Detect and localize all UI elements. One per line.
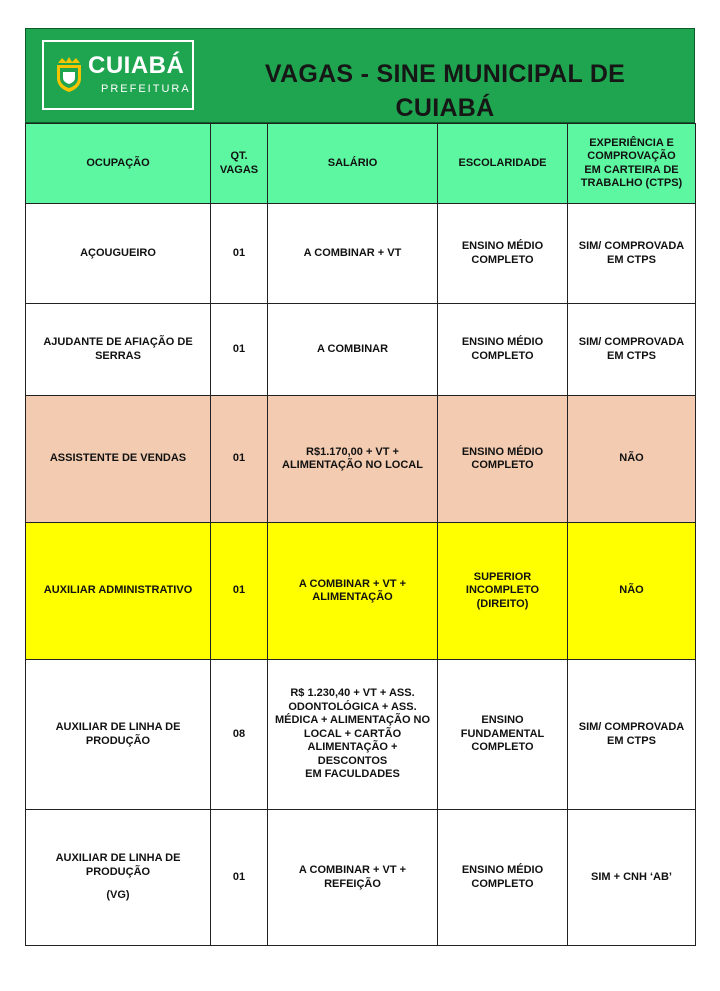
cell-ocupacao — [26, 396, 211, 523]
cell-experiencia — [568, 396, 696, 523]
cell-line: ALIMENTAÇÃO — [312, 591, 393, 603]
cell-escolaridade — [438, 810, 568, 946]
cell-line: COMPLETO — [471, 349, 534, 362]
cell-line: AÇOUGUEIRO — [80, 246, 156, 259]
cell-line: EM CTPS — [607, 253, 656, 266]
job-table — [25, 123, 696, 946]
column-header-line: TRABALHO (CTPS) — [580, 177, 683, 189]
cell-salario — [268, 523, 438, 660]
table-row — [26, 810, 696, 946]
column-header-line: EXPERIÊNCIA E — [589, 136, 674, 149]
cell-qt-vagas: 01 — [211, 396, 268, 523]
cell-experiencia — [568, 204, 696, 304]
cell-escolaridade — [438, 204, 568, 304]
cell-ocupacao — [26, 204, 211, 304]
cell-experiencia — [568, 810, 696, 946]
cell-ocupacao — [26, 523, 211, 660]
column-header-line: EM CARTEIRA DE — [584, 163, 679, 176]
cell-line: COMPLETO — [471, 459, 534, 471]
cell-line: A COMBINAR — [316, 342, 389, 355]
cell-line: A COMBINAR + VT + — [298, 577, 407, 590]
cuiaba-logo — [42, 40, 194, 110]
cell-line: COMPLETO — [471, 253, 534, 266]
cell-qt-vagas: 08 — [211, 660, 268, 810]
cell-line: SIM/ COMPROVADA — [578, 240, 685, 252]
cell-line: ENSINO MÉDIO — [461, 445, 544, 458]
cell-salario — [268, 660, 438, 810]
cell-line: NÃO — [619, 584, 644, 597]
cell-experiencia — [568, 304, 696, 396]
cell-ocupacao — [26, 304, 211, 396]
cell-line: SUPERIOR — [473, 570, 532, 583]
column-header-line: QT. — [230, 150, 248, 162]
page-title: VAGAS - SINE MUNICIPAL DE CUIABÁ — [264, 60, 626, 122]
cell-line: REFEIÇÃO — [324, 877, 381, 890]
cell-qt-vagas: 01 — [211, 810, 268, 946]
column-header-line: COMPROVAÇÃO — [587, 150, 676, 162]
cell-line: ENSINO MÉDIO — [461, 864, 544, 876]
cell-line: AUXILIAR ADMINISTRATIVO — [43, 584, 193, 597]
cell-escolaridade — [438, 523, 568, 660]
cell-escolaridade — [438, 396, 568, 523]
logo-subtitle: PREFEITURA — [101, 83, 191, 95]
cell-line: ENSINO MÉDIO — [461, 336, 544, 348]
cell-line: COMPLETO — [471, 877, 534, 890]
cell-line: R$1.170,00 + VT + — [306, 445, 399, 458]
cell-line: R$ 1.230,40 + VT + ASS. — [290, 687, 415, 700]
cell-line: ASSISTENTE DE VENDAS — [49, 452, 187, 465]
cell-line: AJUDANTE DE AFIAÇÃO DE — [43, 336, 193, 348]
cell-experiencia — [568, 523, 696, 660]
column-header-salario: SALÁRIO — [268, 124, 438, 204]
table-row — [26, 304, 696, 396]
column-header-ocupacao: OCUPAÇÃO — [26, 124, 211, 204]
cell-line: SIM + CNH ‘AB’ — [591, 870, 672, 883]
cell-line: EM CTPS — [607, 734, 656, 747]
cell-salario — [268, 204, 438, 304]
cell-line: ENSINO — [481, 714, 524, 727]
table-row — [26, 660, 696, 810]
cell-qt-vagas: 01 — [211, 304, 268, 396]
cell-ocupacao — [26, 810, 211, 946]
cell-escolaridade — [438, 304, 568, 396]
column-header-qt-vagas — [211, 124, 268, 204]
cell-line: PRODUÇÃO — [85, 865, 151, 878]
cell-line — [32, 879, 204, 889]
table-row — [26, 204, 696, 304]
cell-line: EM CTPS — [607, 349, 656, 362]
cell-qt-vagas: 01 — [211, 523, 268, 660]
cell-line: (VG) — [106, 889, 130, 902]
cell-line: ENSINO MÉDIO — [461, 240, 544, 252]
cell-line: PRODUÇÃO — [85, 734, 151, 747]
cell-escolaridade — [438, 660, 568, 810]
column-header-experiencia — [568, 124, 696, 204]
cell-line: A COMBINAR + VT — [303, 246, 402, 259]
cell-line: AUXILIAR DE LINHA DE — [55, 852, 181, 865]
cell-line: MÉDICA + ALIMENTAÇÃO NO — [274, 714, 431, 727]
cell-line: AUXILIAR DE LINHA DE — [55, 721, 181, 733]
cell-ocupacao — [26, 660, 211, 810]
coat-of-arms-icon — [54, 54, 84, 94]
cell-line: FUNDAMENTAL — [460, 727, 545, 740]
logo-name: CUIABÁ — [88, 52, 185, 79]
header-banner — [25, 28, 695, 123]
table-row — [26, 523, 696, 660]
table-header-row — [26, 124, 696, 204]
cell-line: SIM/ COMPROVADA — [578, 721, 685, 733]
cell-line: ODONTOLÓGICA + ASS. — [288, 700, 417, 713]
cell-qt-vagas: 01 — [211, 204, 268, 304]
cell-salario — [268, 304, 438, 396]
table-row — [26, 396, 696, 523]
cell-line: (DIREITO) — [476, 597, 529, 610]
cell-line: SIM/ COMPROVADA — [578, 336, 685, 348]
cell-line: NÃO — [619, 452, 644, 465]
cell-experiencia — [568, 660, 696, 810]
cell-line: ALIMENTAÇÃO + DESCONTOS — [307, 741, 398, 767]
cell-line: LOCAL + CARTÃO — [303, 727, 402, 740]
job-listing-sheet — [25, 28, 695, 946]
cell-line: SERRAS — [95, 349, 141, 362]
column-header-line: VAGAS — [219, 163, 259, 176]
cell-salario — [268, 810, 438, 946]
cell-salario — [268, 396, 438, 523]
cell-line: INCOMPLETO — [465, 584, 540, 597]
cell-line: ALIMENTAÇÃO NO LOCAL — [282, 459, 423, 471]
column-header-escolaridade: ESCOLARIDADE — [438, 124, 568, 204]
cell-line: A COMBINAR + VT + — [298, 864, 407, 876]
cell-line: COMPLETO — [471, 741, 534, 754]
cell-line: EM FACULDADES — [305, 768, 400, 781]
